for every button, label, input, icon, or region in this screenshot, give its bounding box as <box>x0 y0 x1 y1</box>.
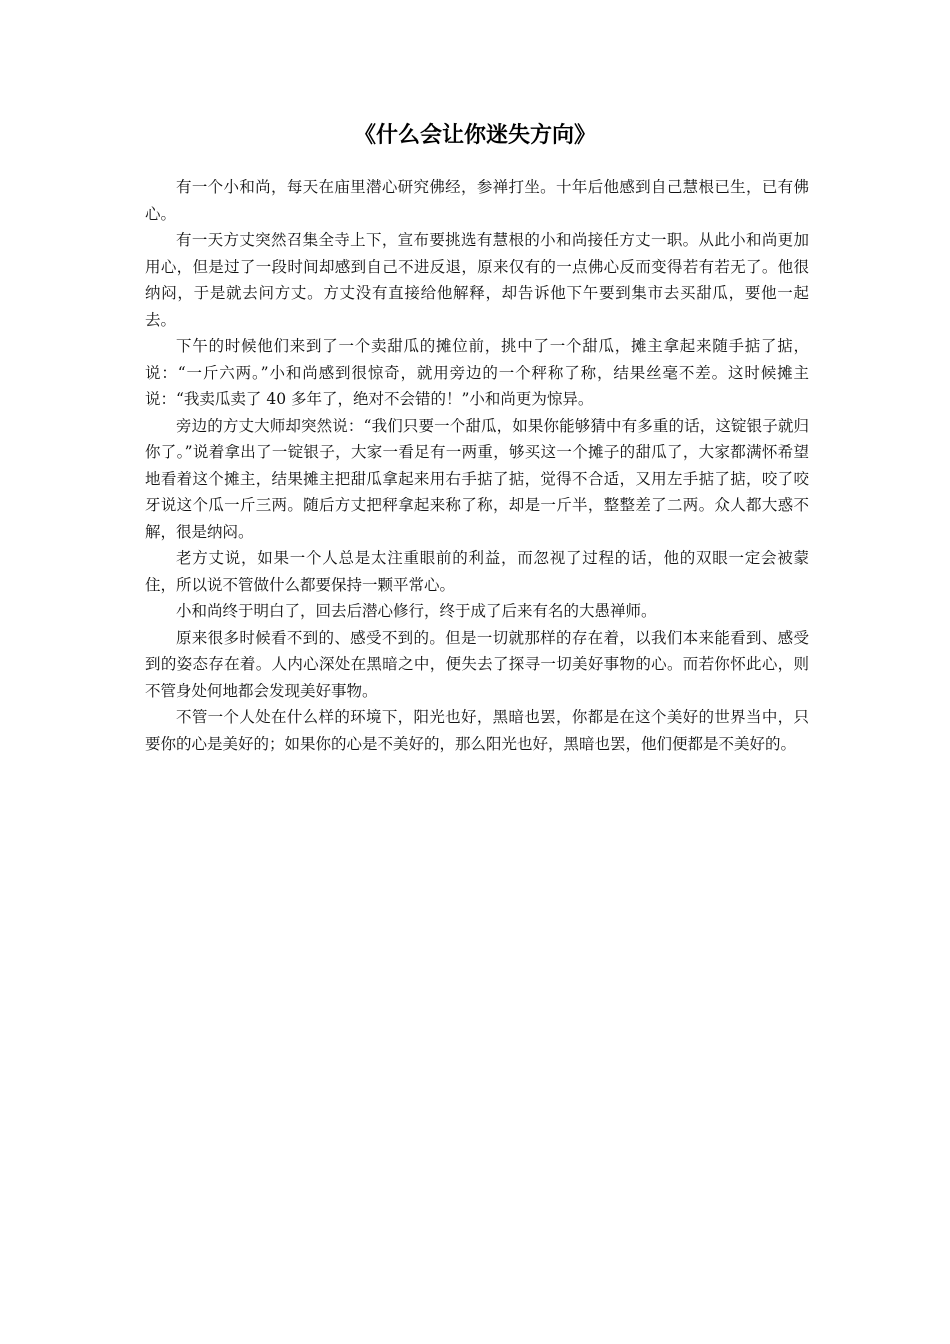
document-body <box>145 174 809 757</box>
paragraph: 老方丈说，如果一个人总是太注重眼前的利益，而忽视了过程的话，他的双眼一定会被蒙住，所以说不管做什么都要保持一颗平常心。 <box>145 549 809 594</box>
paragraph: 下午的时候他们来到了一个卖甜瓜的摊位前，挑中了一个甜瓜，摊主拿起来随手掂了掂，说：“一斤六两。”小和尚感到很惊奇，就用旁边的一个秤称了称，结果丝毫不差。这时候摊主说：“我卖瓜卖了 40 多年了，绝对不会错的！”小和尚更为惊异。 <box>145 337 809 408</box>
paragraph: 不管一个人处在什么样的环境下，阳光也好，黑暗也罢，你都是在这个美好的世界当中，只要你的心是美好的；如果你的心是不美好的，那么阳光也好，黑暗也罢，他们便都是不美好的。 <box>145 708 809 753</box>
paragraph: 旁边的方丈大师却突然说：“我们只要一个甜瓜，如果你能够猜中有多重的话，这锭银子就归你了。”说着拿出了一锭银子，大家一看足有一两重，够买这一个摊子的甜瓜了，大家都满怀希望地看着这个摊主，结果摊主把甜瓜拿起来用右手掂了掂，觉得不合适，又用左手掂了掂，咬了咬牙说这个瓜一斤三两。随后方丈把秤拿起来称了称，却是一斤半，整整差了二两。众人都大惑不解，很是纳闷。 <box>145 416 809 541</box>
paragraph: 原来很多时候看不到的、感受不到的。但是一切就那样的存在着，以我们本来能看到、感受到的姿态存在着。人内心深处在黑暗之中，便失去了探寻一切美好事物的心。而若你怀此心，则不管身处何地都会发现美好事物。 <box>145 628 809 700</box>
paragraph: 小和尚终于明白了，回去后潜心修行，终于成了后来有名的大愚禅师。 <box>176 602 657 620</box>
document-title: 《什么会让你迷失方向》 <box>353 123 596 148</box>
paragraph: 有一天方丈突然召集全寺上下，宣布要挑选有慧根的小和尚接任方丈一职。从此小和尚更加用心，但是过了一段时间却感到自己不进反退，原来仅有的一点佛心反而变得若有若无了。他很纳闷，于是就去问方丈。方丈没有直接给他解释，却告诉他下午要到集市去买甜瓜，要他一起去。 <box>145 231 809 329</box>
paragraph: 有一个小和尚，每天在庙里潜心研究佛经，参禅打坐。十年后他感到自己慧根已生，已有佛心。 <box>145 178 809 223</box>
